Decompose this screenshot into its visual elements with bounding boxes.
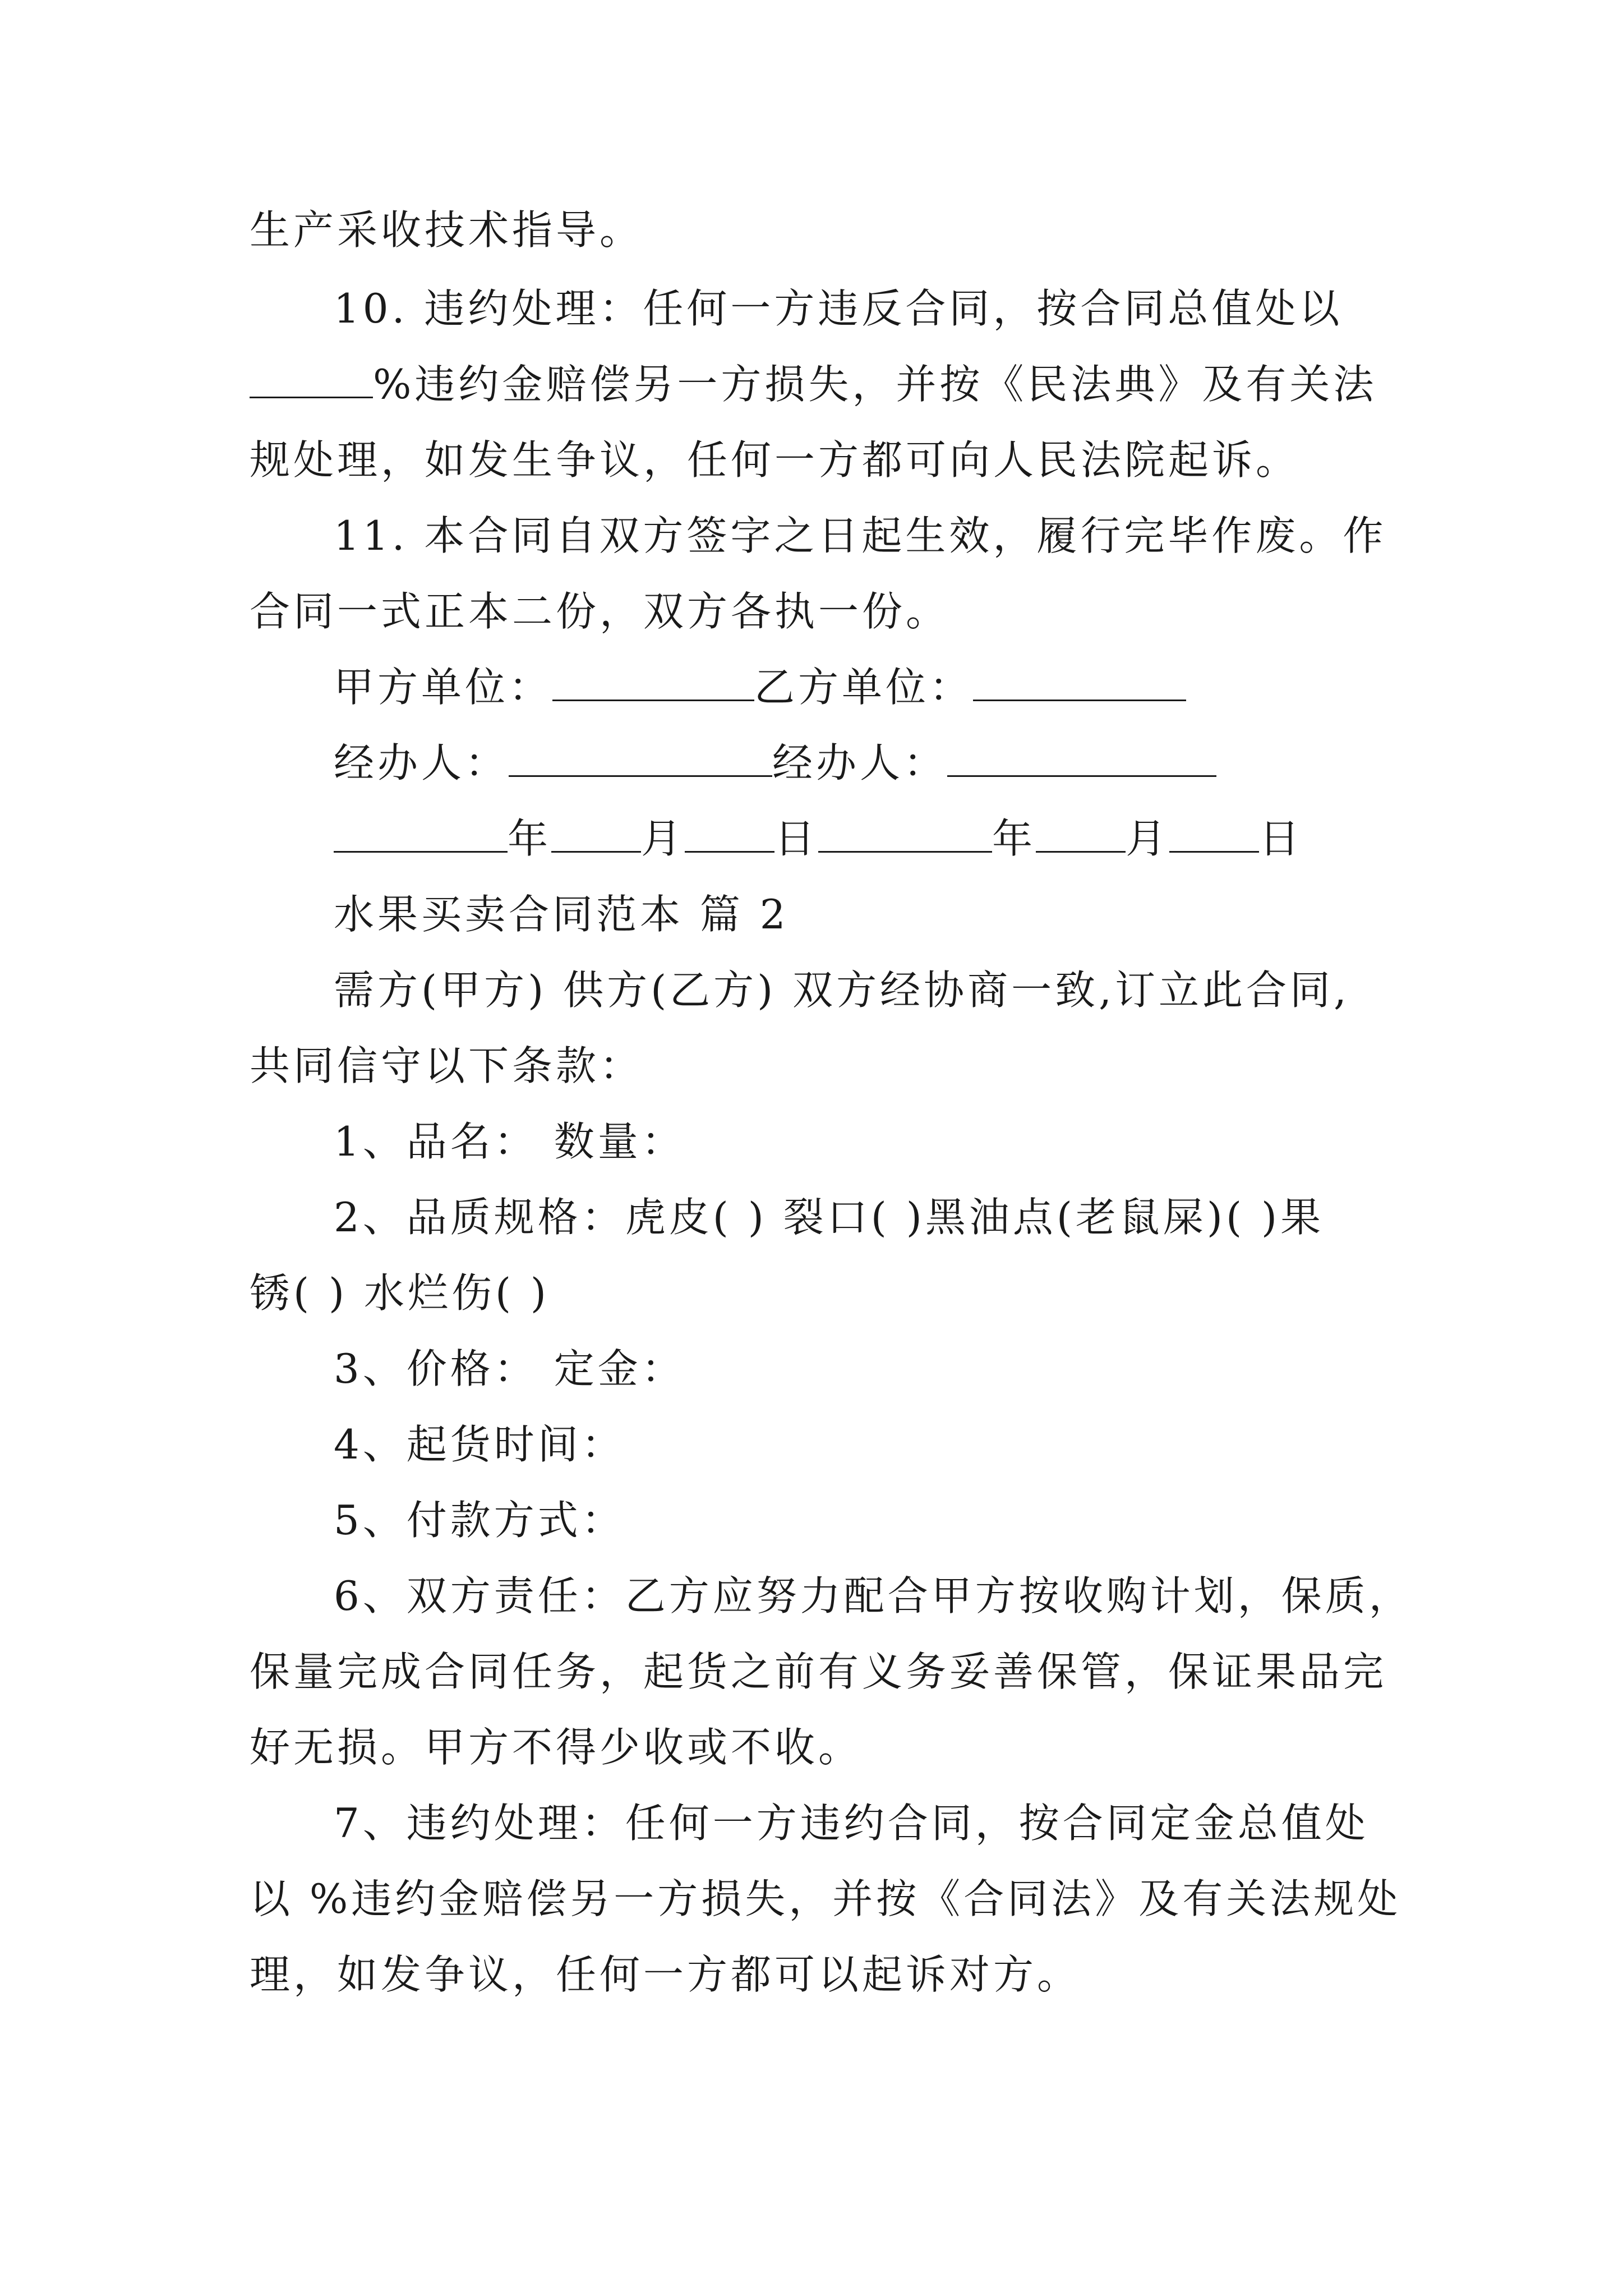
clause-10-line: %违约金赔偿另一方损失，并按《民法典》及有关法 [250, 356, 1377, 412]
day-field[interactable] [1169, 811, 1259, 853]
clause-1-line: 1、品名： 数量： [334, 1118, 685, 1165]
clause-10-line: 10. 违约处理：任何一方违反合同，按合同总值处以 [334, 285, 1343, 332]
party-unit-line: 甲方单位： 乙方单位： [334, 659, 1186, 715]
party-b-agent-field[interactable] [947, 735, 1216, 777]
party-a-agent-field[interactable] [509, 735, 772, 777]
clause-11-line: 11. 本合同自双方签字之日起生效，履行完毕作废。作 [334, 512, 1387, 559]
clause-7-line: 以 %违约金赔偿另一方损失，并按《合同法》及有关法规处 [250, 1875, 1401, 1922]
clause-11-line: 合同一式正本二份，双方各执一份。 [250, 588, 950, 635]
section-heading: 水果买卖合同范本 篇 2 [334, 891, 789, 938]
clause-2-line: 2、品质规格：虎皮( ) 裂口( )黑油点(老鼠屎)( )果 [334, 1194, 1325, 1241]
month-field[interactable] [1036, 811, 1126, 853]
party-b-unit-field[interactable] [973, 659, 1186, 701]
clause-6-line: 保量完成合同任务，起货之前有义务妥善保管，保证果品完 [250, 1648, 1387, 1695]
day-field[interactable] [685, 811, 774, 853]
clause-7-line: 7、违约处理：任何一方违约合同，按合同定金总值处 [334, 1800, 1369, 1847]
clause-5-line: 5、付款方式： [334, 1497, 625, 1544]
clause-6-line: 6、双方责任：乙方应努力配合甲方按收购计划，保质， [334, 1572, 1413, 1619]
year-field[interactable] [334, 811, 508, 853]
date-line: 年 月 日 年 月 日 [334, 811, 1303, 867]
clause-2-line: 锈( ) 水烂伤( ) [250, 1269, 550, 1317]
preamble-line: 共同信守以下条款： [250, 1042, 644, 1089]
clause-3-line: 3、价格： 定金： [334, 1345, 685, 1392]
preamble-line: 需方(甲方) 供方(乙方) 双方经协商一致,订立此合同, [334, 967, 1350, 1014]
year-field[interactable] [818, 811, 992, 853]
clause-6-line: 好无损。甲方不得少收或不收。 [250, 1724, 863, 1771]
month-field[interactable] [551, 811, 641, 853]
clause-4-line: 4、起货时间： [334, 1421, 625, 1468]
clause-7-line: 理，如发争议，任何一方都可以起诉对方。 [250, 1951, 1081, 1998]
clause-10-line: 规处理，如发生争议，任何一方都可向人民法院起诉。 [250, 436, 1300, 484]
paragraph-line: 生产采收技术指导。 [250, 206, 644, 254]
party-a-unit-field[interactable] [552, 659, 754, 701]
fill-blank[interactable] [250, 356, 373, 398]
agent-line: 经办人： 经办人： [334, 735, 1216, 791]
